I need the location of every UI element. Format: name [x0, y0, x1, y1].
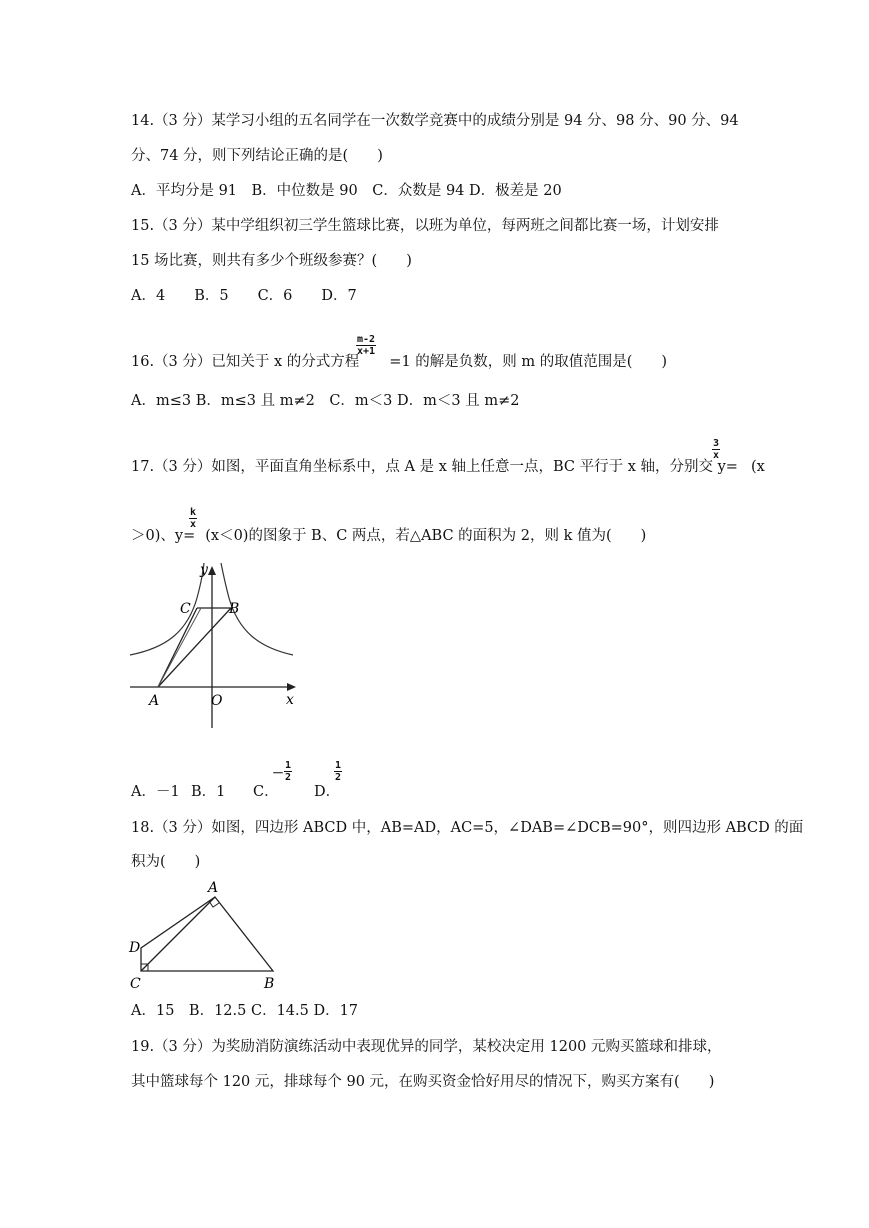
- q16-prefix: 16.（3 分）已知关于 x 的分式方程: [131, 354, 360, 370]
- label-b: B: [264, 976, 275, 992]
- q16-line: [131, 352, 667, 372]
- q17-line2-suffix: (x＜0)的图象于 B、C 两点，若△ABC 的面积为 2，则 k 值为( ): [205, 528, 647, 544]
- q18-line-1: 18.（3 分）如图，四边形 ABCD 中，AB=AD，AC=5，∠DAB=∠DCB=90°，则四边形 ABCD 的面: [131, 820, 804, 836]
- q17-fraction-3-over-x: $\frac{3}{x}$: [713, 438, 720, 461]
- quadrilateral-abcd: [141, 897, 273, 971]
- q16-fraction-numerator: m-2: [357, 334, 376, 345]
- q18-line-2: 积为( ): [131, 854, 201, 870]
- q17-option-b: B．1: [191, 784, 226, 800]
- q17-line1-suffix: (x: [750, 459, 765, 475]
- q16-options: A．m≤3 B．m≤3 且 m≠2 C．m＜3 D．m＜3 且 m≠2: [131, 393, 520, 409]
- q17-option-d: D．: [314, 784, 341, 800]
- q17-option-c: C．: [253, 784, 279, 800]
- label-c: C: [130, 976, 141, 992]
- q17-fraction-k-over-x: $\frac{k}{x}$: [190, 507, 197, 530]
- x-axis-arrow-icon: [287, 683, 296, 691]
- q16-suffix: =1 的解是负数，则 m 的取值范围是( ): [389, 354, 668, 370]
- q15-options: A．4 B．5 C．6 D．7: [131, 288, 357, 304]
- q17-line-1: [131, 457, 765, 477]
- q17-coordinate-figure: [125, 558, 315, 733]
- y-axis-arrow-icon: [208, 566, 216, 575]
- q18-options: A．15 B．12.5 C．14.5 D．17: [131, 1003, 359, 1019]
- label-a: A: [208, 880, 219, 896]
- q19-line-2: 其中篮球每个 120 元，排球每个 90 元，在购买资金恰好用尽的情况下，购买方案有( ): [131, 1074, 715, 1090]
- q19-line-1: 19.（3 分）为奖励消防演练活动中表现优异的同学，某校决定用 1200 元购买篮球和排球，: [131, 1039, 722, 1055]
- diagonal-ac: [141, 897, 215, 971]
- label-b: B: [229, 601, 240, 617]
- segment-ac: [158, 608, 197, 687]
- q17-option-c-minus-sign: －: [272, 766, 285, 780]
- q14-options: A．平均分是 91 B．中位数是 90 C．众数是 94 D．极差是 20: [131, 183, 562, 199]
- q17-option-a: A．－1: [131, 784, 180, 800]
- q17-option-c-fraction: $\frac{1}{2}$: [285, 760, 292, 783]
- left-hyperbola-branch: [130, 563, 204, 655]
- label-o: O: [211, 693, 223, 709]
- label-a: A: [149, 693, 160, 709]
- q16-fraction: [356, 334, 376, 357]
- label-x: x: [286, 692, 294, 708]
- label-y: y: [200, 562, 208, 578]
- q15-line-2: 15 场比赛，则共有多少个班级参赛？( ): [131, 253, 412, 269]
- label-d: D: [129, 940, 141, 956]
- q17-line2-prefix: ＞0)、y=: [131, 528, 196, 544]
- q15-line-1: 15.（3 分）某中学组织初三学生篮球比赛，以班为单位，每两班之间都比赛一场，计划安排: [131, 218, 719, 234]
- q17-option-d-fraction: $\frac{1}{2}$: [335, 760, 342, 783]
- q18-quadrilateral-figure: [125, 876, 285, 994]
- q16-fraction-denominator: x+1: [357, 346, 376, 357]
- q14-line-1: 14.（3 分）某学习小组的五名同学在一次数学竞赛中的成绩分别是 94 分、98 分、90 分、94: [131, 113, 739, 129]
- q17-line1-prefix: 17.（3 分）如图，平面直角坐标系中，点 A 是 x 轴上任意一点，BC 平行于 x 轴，分别交 y=: [131, 459, 738, 475]
- label-c: C: [180, 601, 191, 617]
- q17-line-2: [131, 526, 646, 546]
- q14-line-2: 分、74 分，则下列结论正确的是( ): [131, 148, 383, 164]
